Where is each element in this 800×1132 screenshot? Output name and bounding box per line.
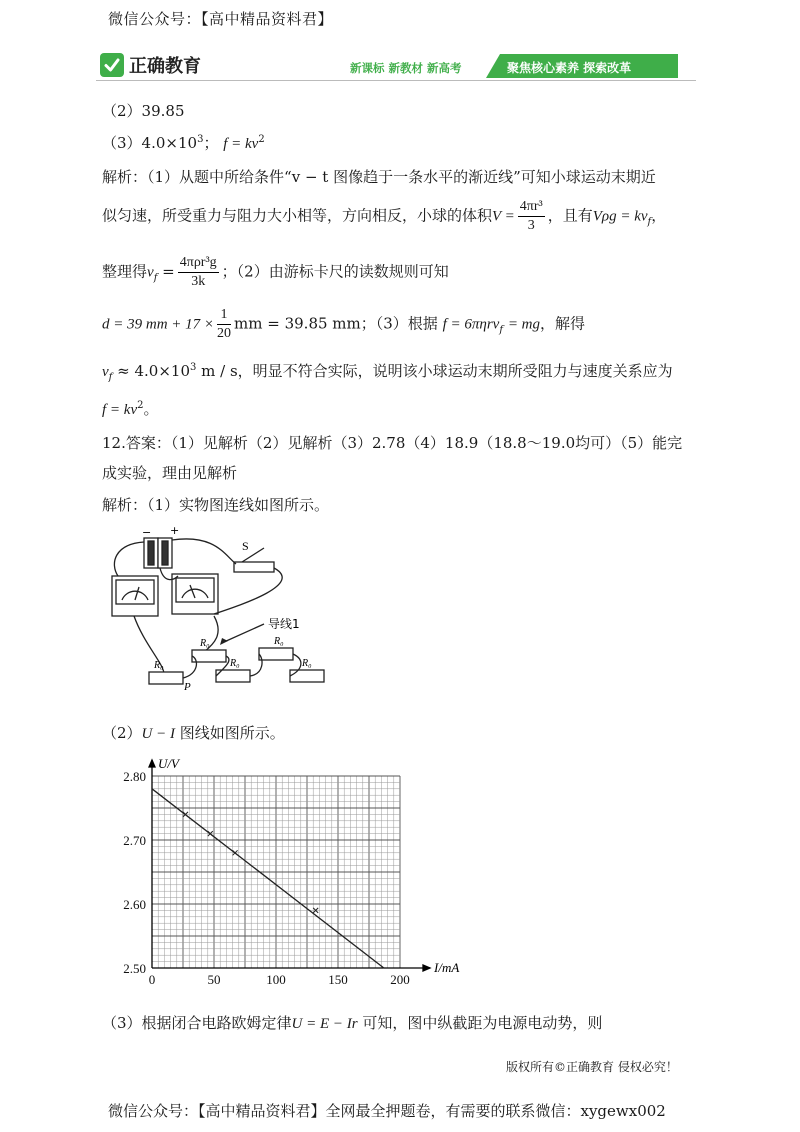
brand-logo (100, 52, 201, 78)
r0-label-5: R₀ (302, 658, 312, 669)
x-tick-label: 0 (148, 972, 156, 987)
q12-part2: （2）U − I 图线如图所示。 (102, 724, 285, 742)
u-i-chart (96, 752, 516, 992)
slogan-left: 新课标 新教材 新高考 (350, 61, 462, 75)
header-divider (96, 80, 696, 81)
y-tick-label: 2.60 (123, 897, 146, 912)
battery-plus: + (170, 524, 180, 537)
answer-3: $(3)4.0\times 10^3$； $f = kv^2$ (102, 134, 265, 152)
analysis-line-4: d = 39 mm + 17 × $\frac{1}{20}$ mm = 39.85 mm；（3）根据 f = 6πηrv$_f$ = mg，解得 (102, 307, 586, 341)
circuit-diagram (104, 524, 344, 694)
analysis-line-1: 解析：（1）从题中所给条件“v − t 图像趋于一条水平的渐近线”可知小球运动末期近 (102, 168, 656, 186)
analysis-line-3: 整理得$v_f$ = $\frac{\text{4πρr³g}}{3k}$ ；（2）由游标卡尺的读数规则可知 (102, 255, 449, 289)
x-tick-label: 100 (266, 972, 286, 987)
q12-part3: （3）根据闭合电路欧姆定律U = E − Ir 可知，图中纵截距为电源电动势，则 (102, 1014, 603, 1032)
answer-2: （2）39.85 (102, 102, 185, 120)
analysis-line-5: $v_f \approx 4.0\times 10^3$ m / s，明显不符合实际，说明该小球运动末期所受阻力与速度关系应为 (102, 362, 673, 383)
y-tick-label: 2.80 (123, 769, 146, 784)
y-tick-label: 2.70 (123, 833, 146, 848)
p-label: P (184, 681, 191, 693)
r0-label-3: R₀ (230, 658, 240, 669)
y-axis-label: U/V (158, 756, 179, 771)
footer-wechat-line: 微信公众号：【高中精品资料君】全网最全押题卷，有需要的联系微信：xygewx002 (108, 1102, 666, 1120)
x-tick-label: 150 (328, 972, 348, 987)
analysis-line-2: 似匀速，所受重力与阻力大小相等，方向相反，小球的体积V = $\frac{\text{4πr³}}{3}$ ，且有$V\rho g = kv_f$， (102, 199, 667, 233)
header-wechat-line: 微信公众号：【高中精品资料君】 (108, 10, 334, 28)
copyright-notice: 版权所有©正确教育 侵权必究！ (506, 1060, 678, 1074)
switch-label: S (242, 539, 249, 553)
r0-label-2: R₀ (200, 638, 210, 649)
x-axis-arrow (423, 965, 430, 971)
r0-label-4: R₀ (274, 636, 284, 647)
wire1-label: 导线1 (268, 617, 300, 631)
analysis-line-6: $f = kv^2$。 (102, 400, 159, 418)
q12-answer-line-1: 12.答案：（1）见解析（2）见解析（3）2.78（4）18.9（18.8～19.0均可）（5）能完 (102, 434, 683, 452)
x-axis-label: I/mA (434, 960, 460, 975)
y-tick-label: 2.50 (123, 961, 146, 976)
r0-label-1: R₀ (154, 660, 164, 671)
brand-name: 正确教育 (129, 56, 201, 77)
battery-minus: − (142, 526, 152, 539)
q12-analysis: 解析：（1）实物图连线如图所示。 (102, 496, 330, 514)
slogan-right: 聚焦核心素养 探索改革 (507, 61, 632, 75)
checkmark-icon (100, 53, 124, 77)
chart-grid (152, 776, 400, 968)
x-tick-label: 50 (207, 972, 221, 987)
x-tick-label: 200 (390, 972, 410, 987)
y-axis-arrow (149, 760, 155, 767)
q12-answer-line-2: 成实验，理由见解析 (102, 464, 238, 482)
